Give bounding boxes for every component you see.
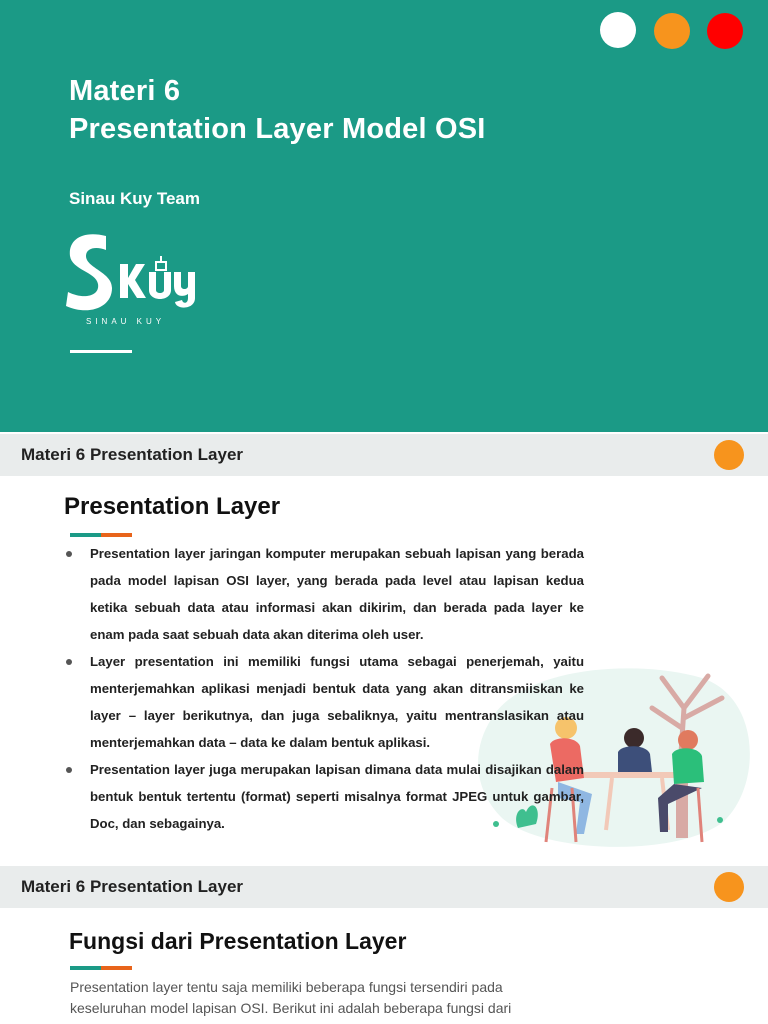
list-item: Layer presentation ini memiliki fungsi utama sebagai penerjemah, yaitu menterjemahkan aplikasi menjadi bentuk data yang akan ditransmiiskan ke layer – layer berikutnya, dan juga sebaliknya, yaitu mentranslasikan atau menterjemahkan data – data ke dalam bentuk aplikasi. [64,648,584,756]
red-circle [707,13,743,49]
heading-underline [70,966,132,970]
slide-subtitle: Sinau Kuy Team [69,189,200,208]
title-line-1: Materi 6 [69,75,181,107]
slide-heading: Fungsi dari Presentation Layer [69,928,407,954]
slide-title [69,72,486,148]
section-header-label: Materi 6 Presentation Layer [21,877,244,896]
heading-underline [70,533,132,537]
bullet-list [64,540,584,837]
logo-caption: SINAU KUY [86,317,166,326]
white-circle [600,12,636,48]
orange-circle [714,440,744,470]
section-header-bar [0,866,768,908]
orange-circle [654,13,690,49]
title-slide [0,0,768,432]
title-underline [70,350,132,353]
orange-circle [714,872,744,902]
body-paragraph: Presentation layer tentu saja memiliki beberapa fungsi tersendiri pada keseluruhan model lapisan OSI. Berikut ini adalah beberapa fungsi dari [70,979,512,1016]
section-header-label: Materi 6 Presentation Layer [21,445,244,464]
slide-heading: Presentation Layer [64,493,281,520]
list-item: Presentation layer jaringan komputer merupakan sebuah lapisan yang berada pada model lapisan OSI layer, yang berada pada level atau lapisan kedua ketika sebuah data atau informasi akan dikirim, dan berada pada layer ke enam pada saat sebuah data akan diterima oleh user. [64,540,584,648]
list-item: Presentation layer juga merupakan lapisan dimana data mulai disajikan dalam bentuk bentuk tertentu (format) seperti misalnya format JPEG untuk gambar, Doc, dan sebagainya. [64,756,584,837]
title-line-2: Presentation Layer Model OSI [69,113,486,145]
section-header-bar [0,434,768,476]
